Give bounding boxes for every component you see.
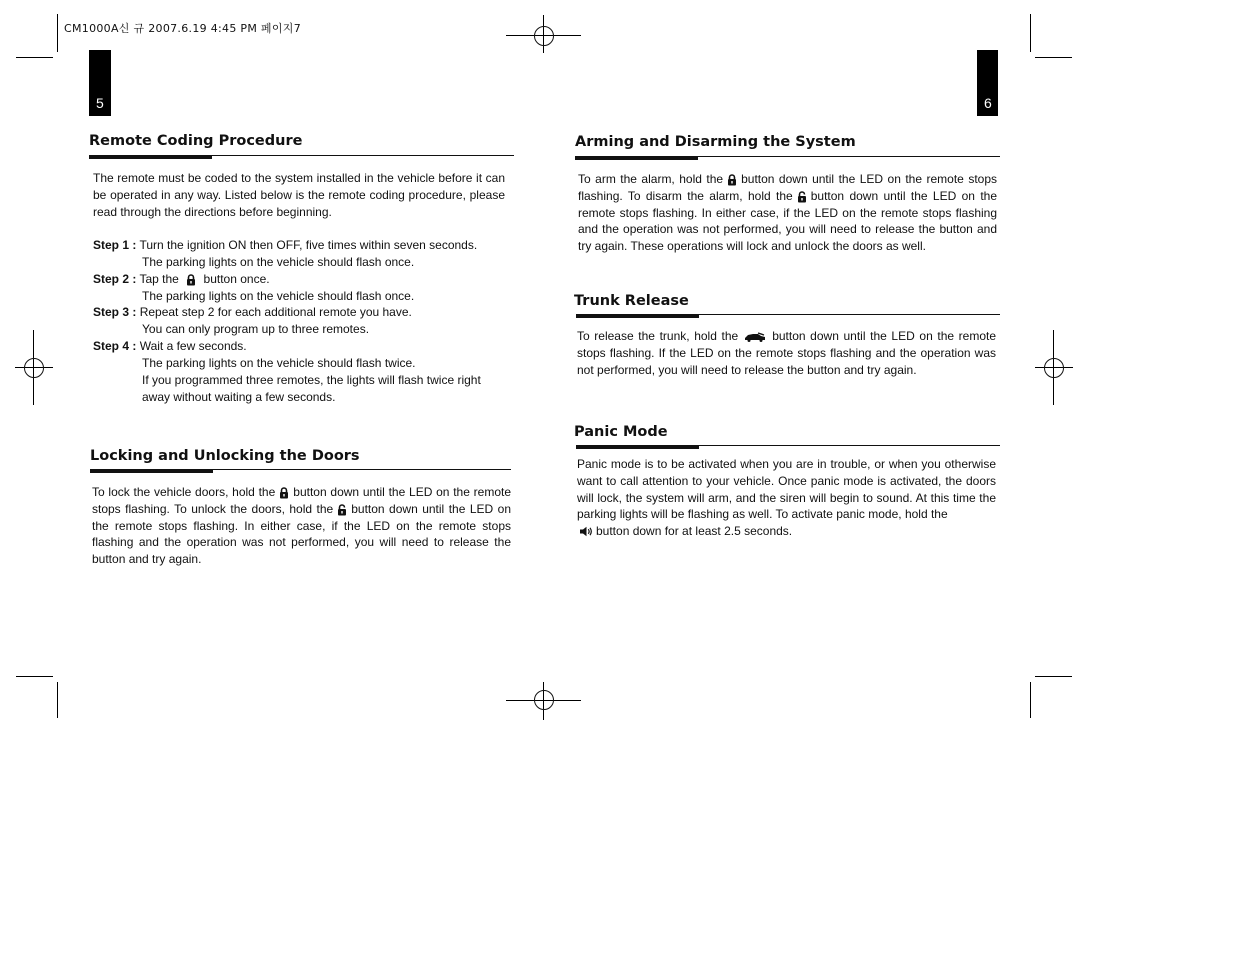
page-number-right: 6: [977, 50, 998, 116]
trunk-paragraph: To release the trunk, hold the button down until the LED on the remote stops flashing. If the LED on the remote stops flashing and the operation was not performed, you will need to release the button and try again.: [577, 329, 997, 377]
crop-mark: [1030, 14, 1031, 52]
step-text: button once.: [203, 272, 270, 286]
section-rule-accent: [576, 445, 699, 449]
step-4: [93, 338, 481, 406]
crop-mark: [1030, 682, 1031, 718]
print-header: CM1000A신 규 2007.6.19 4:45 PM 페이지7: [64, 22, 302, 35]
step-label: Step 1 :: [93, 238, 137, 252]
crop-mark: [1035, 676, 1072, 677]
arming-paragraph: To arm the alarm, hold the button down until the LED on the remote stops flashing. To disarm the alarm, hold the button down until the LED on the remote stops flashing. In either case, if the LED on the remote stops flashing and the operation was not performed, you will need to release the button and try again. These operations will lock and unlock the doors as well.: [578, 172, 998, 254]
step-text: away without waiting a few seconds.: [142, 390, 336, 404]
crop-mark: [16, 57, 53, 58]
section-title-locking: Locking and Unlocking the Doors: [90, 448, 360, 464]
step-text: You can only program up to three remotes.: [142, 322, 370, 336]
unlock-icon: [797, 191, 807, 203]
step-text: The parking lights on the vehicle should flash once.: [142, 255, 415, 269]
page-number-left: 5: [89, 50, 111, 116]
trunk-car-icon: [744, 332, 766, 342]
remote-coding-intro: The remote must be coded to the system installed in the vehicle before it can be operated in any way. Listed below is the remote coding procedure, please read through the directions before beginning.: [93, 171, 505, 219]
crop-mark: [1035, 57, 1072, 58]
crop-mark: [16, 676, 53, 677]
section-rule-accent: [575, 156, 698, 160]
section-title-arming: Arming and Disarming the System: [575, 134, 856, 150]
step-label: Step 2 :: [93, 272, 137, 286]
step-2: [93, 271, 414, 305]
lock-icon: [186, 274, 196, 286]
crop-mark: [57, 682, 58, 718]
section-title-trunk: Trunk Release: [574, 293, 689, 309]
crop-mark: [57, 14, 58, 52]
step-text: Tap the: [139, 272, 179, 286]
panic-paragraph: Panic mode is to be activated when you are in trouble, or when you otherwise want to call attention to your vehicle. Once panic mode is activated, the doors will lock, the system will arm, and the siren will begin to sound. At this time the parking lights will be flashing as well. To activate panic mode, hold the: [577, 457, 996, 522]
speaker-icon: [579, 526, 593, 537]
step-text: Wait a few seconds.: [139, 339, 247, 353]
step-text: Turn the ignition ON then OFF, five times within seven seconds.: [139, 238, 478, 252]
step-3: [93, 304, 412, 338]
locking-paragraph: To lock the vehicle doors, hold the button down until the LED on the remote stops flashing. To unlock the doors, hold the button down until the LED on the remote stops flashing. In either case, if the LED on the remote stops flashing and the operation was not performed, you will need to release the button and try again.: [92, 485, 512, 567]
section-rule-accent: [89, 155, 212, 159]
section-rule-accent: [90, 469, 213, 473]
panic-paragraph-end: button down for at least 2.5 seconds.: [577, 523, 996, 540]
section-title-remote-coding: Remote Coding Procedure: [89, 133, 303, 149]
unlock-icon: [337, 504, 347, 516]
step-text: Repeat step 2 for each additional remote you have.: [139, 305, 412, 319]
step-text: If you programmed three remotes, the lights will flash twice right: [142, 373, 481, 387]
step-label: Step 4 :: [93, 339, 137, 353]
step-text: The parking lights on the vehicle should flash once.: [142, 289, 415, 303]
step-text: The parking lights on the vehicle should flash twice.: [142, 356, 416, 370]
lock-icon: [279, 487, 289, 499]
step-label: Step 3 :: [93, 305, 137, 319]
step-1: [93, 237, 477, 271]
lock-icon: [727, 174, 737, 186]
section-title-panic: Panic Mode: [574, 424, 668, 440]
section-rule-accent: [576, 314, 699, 318]
